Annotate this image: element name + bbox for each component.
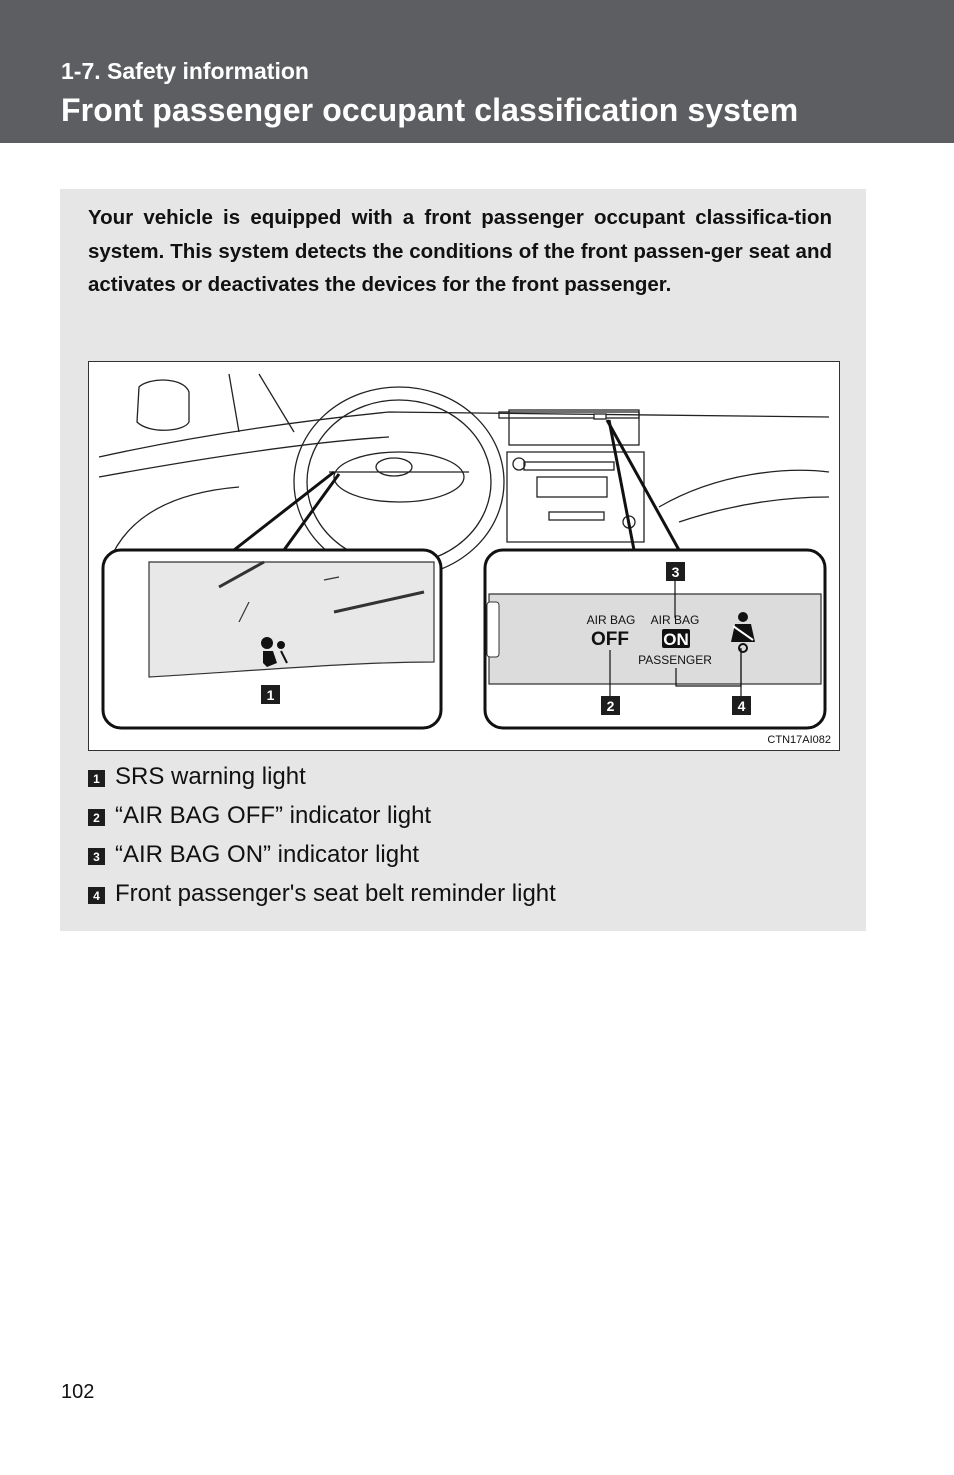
header-bar — [0, 0, 954, 143]
legend-list — [88, 757, 556, 913]
callout-leader-lines — [234, 420, 679, 550]
page-number: 102 — [61, 1381, 95, 1403]
legend-text: “AIR BAG OFF” indicator light — [115, 801, 432, 829]
legend-text: SRS warning light — [115, 762, 306, 790]
airbag-on-label: ON — [663, 630, 689, 649]
legend-item — [88, 874, 556, 913]
airbag-on-label-top: AIR BAG — [650, 613, 700, 627]
legend-text: Front passenger's seat belt reminder light — [115, 879, 556, 907]
callout-4 — [732, 696, 751, 715]
legend-item — [88, 757, 556, 796]
airbag-off-label: OFF — [591, 629, 629, 650]
legend-number: 3 — [88, 848, 105, 865]
dashboard-figure — [88, 361, 840, 751]
info-panel — [60, 189, 866, 931]
airbag-off-label-top: AIR BAG — [586, 613, 636, 627]
indicator-strip — [487, 594, 821, 684]
page-title: Front passenger occupant classification system — [61, 92, 799, 128]
dashboard-line-art — [99, 374, 829, 577]
instrument-panel-interior — [149, 562, 434, 677]
intro-text: Your vehicle is equipped with a front passenger occupant classifica-tion system. This system detects the conditions of the front passen-ger seat and activates or deactivates the devices for the front passenger. — [88, 206, 832, 296]
legend-text: “AIR BAG ON” indicator light — [115, 840, 420, 868]
figure-code: CTN17AI082 — [767, 734, 831, 746]
legend-item — [88, 835, 556, 874]
section-label: 1-7. Safety information — [61, 58, 309, 84]
callout-1 — [261, 685, 280, 704]
legend-number: 4 — [88, 887, 105, 904]
callout-2 — [601, 696, 620, 715]
svg-text:1: 1 — [266, 687, 275, 703]
svg-text:2: 2 — [606, 698, 615, 714]
svg-text:4: 4 — [737, 698, 746, 714]
callout-3 — [666, 562, 685, 581]
passenger-label: PASSENGER — [638, 653, 712, 667]
legend-item — [88, 796, 556, 835]
svg-text:3: 3 — [671, 564, 680, 580]
legend-number: 1 — [88, 770, 105, 787]
legend-number: 2 — [88, 809, 105, 826]
